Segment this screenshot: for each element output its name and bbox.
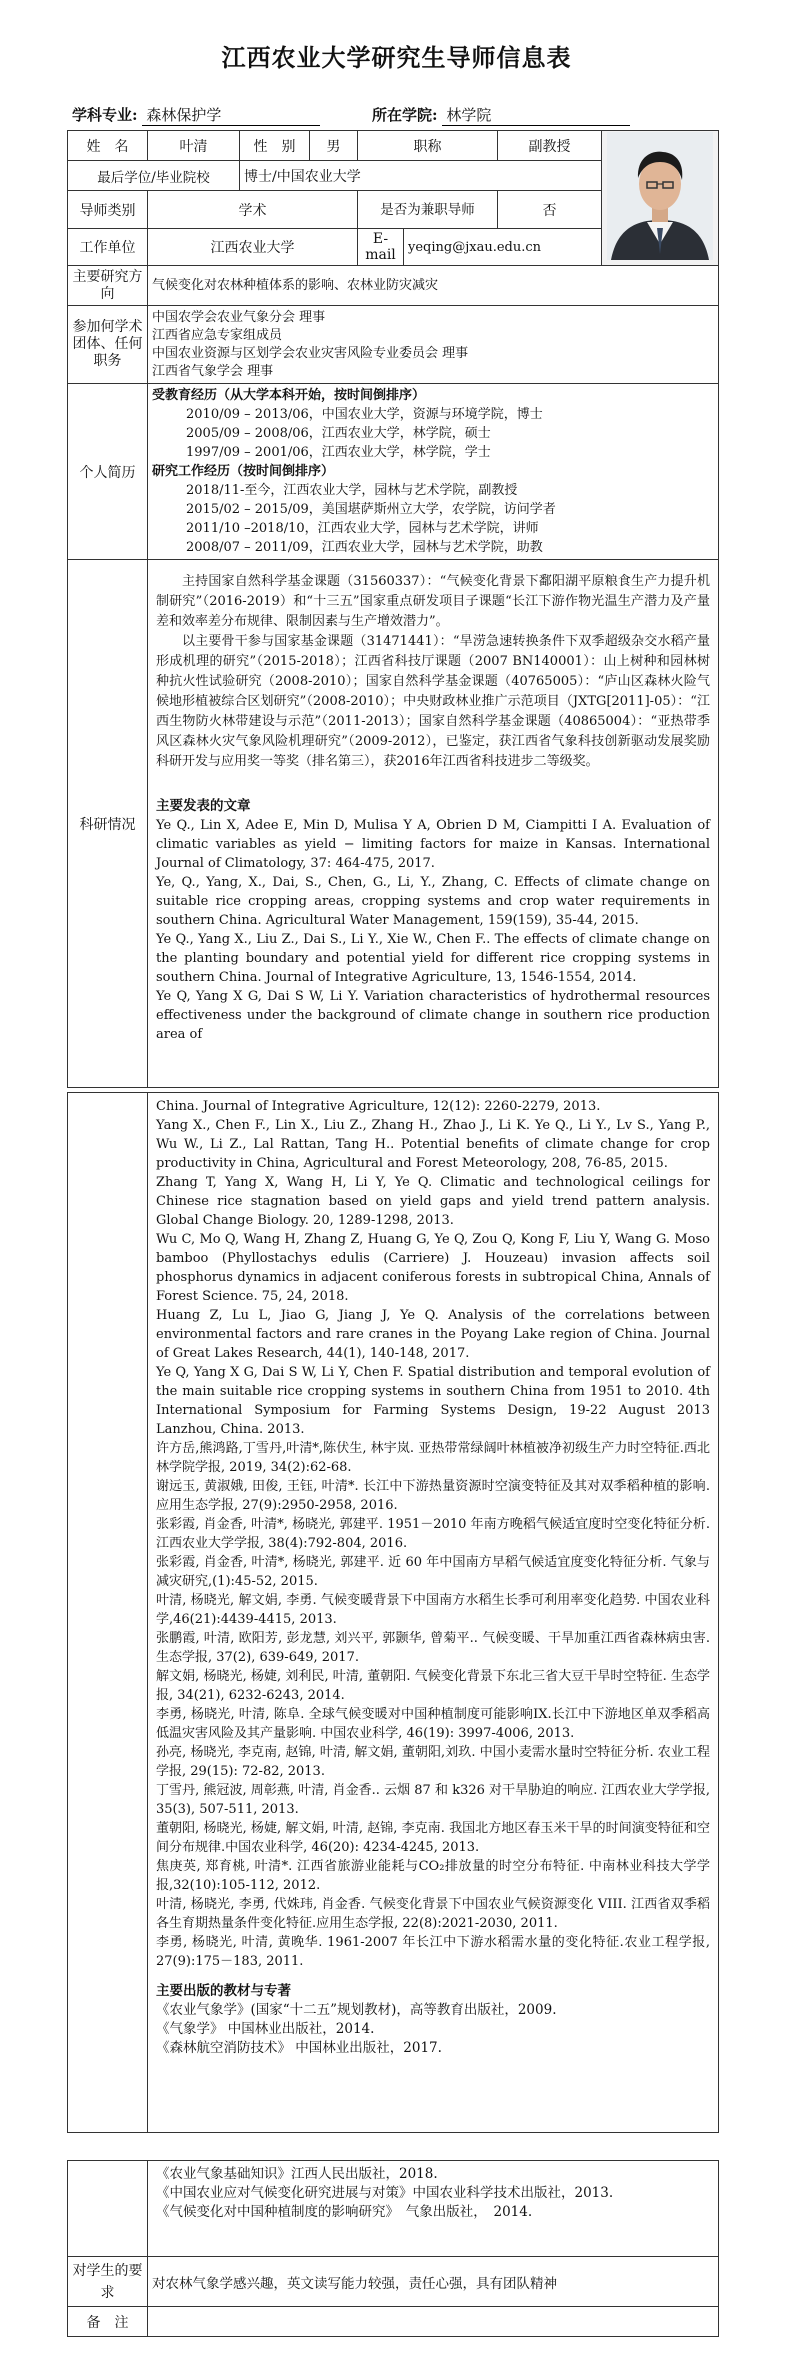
- book-entry: 《气候变化对中国种植制度的影响研究》 气象出版社， 2014.: [156, 2204, 533, 2220]
- job-title-value: 副教授: [498, 131, 602, 161]
- work-history-item: 2018/11-至今，江西农业大学，园林与艺术学院，副教授: [186, 483, 518, 498]
- research-paragraph: 以主要骨干参与国家基金课题（31471441）：“旱涝急速转换条件下双季超级杂交水稻产量形成机理的研究”（2015-2018）；江西省科技厅课题（2007 BN140001）：山上树种和园林树种抗火性试验研究（2008-2010）；国家自然科学基金课题（40765005）：“庐山区森林火险气候地形植被综合区划研究”（2008-2010）；中央财政林业推广示范项目（JXTG[2011]-05）：“江西生物防火林带建设与示范”（2011-2013）；国家自然科学基金课题（40865004）：“亚热带季风区森林火灾气象风险机理研究”（2009-2012），已鉴定，获江西省气象科技创新驱动发展奖励科研开发与应用奖一等奖（排名第三），获2016年江西省科技进步二等级奖。: [156, 634, 710, 769]
- paper-entry: 李勇, 杨晓光, 叶清, 黄晚华. 1961-2007 年长江中下游水稻需水量的变化特征.农业工程学报, 27(9):175－183, 2011.: [156, 1935, 710, 1969]
- paper-entry: 解文娟, 杨晓光, 杨婕, 刘利民, 叶清, 董朝阳. 气候变化背景下东北三省大豆干旱时空特征. 生态学报, 34(21), 6232-6243, 2014.: [156, 1669, 710, 1703]
- books-continued: [148, 2161, 719, 2257]
- paper-entry: 叶清, 杨晓光, 李勇, 代姝玮, 肖金香. 气候变化背景下中国农业气候资源变化 VIII. 江西省双季稻各生育期热量条件变化特征.应用生态学报, 22(8):2021-2030, 2011.: [156, 1897, 710, 1931]
- photo-cell: [602, 131, 719, 266]
- book-entry: 《中国农业应对气候变化研究进展与对策》中国农业科学技术出版社，2013.: [156, 2185, 614, 2201]
- paper-entry: 孙亮, 杨晓光, 李克南, 赵锦, 叶清, 解文娟, 董朝阳,刘玖. 中国小麦需水量时空特征分析. 农业工程学报, 29(15): 72-82, 2013.: [156, 1745, 710, 1779]
- page-title: 江西农业大学研究生导师信息表: [221, 43, 572, 72]
- name-label: 姓 名: [68, 131, 148, 161]
- gender-label: 性 别: [240, 131, 310, 161]
- book-entry: 《气象学》 中国林业出版社，2014.: [156, 2021, 375, 2037]
- email-label: E-mail: [358, 229, 404, 266]
- society-label: 参加何学术团体、任何职务: [68, 306, 148, 384]
- book-entry: 《农业气象学》(国家“十二五”规划教材)，高等教育出版社，2009.: [156, 2002, 557, 2018]
- job-title-label: 职称: [358, 131, 498, 161]
- society-item: 江西省气象学会 理事: [152, 363, 274, 379]
- student-requirements-value: 对农林气象学感兴趣，英文读写能力较强，责任心强，具有团队精神: [148, 2257, 719, 2307]
- paper-entry: Zhang T, Yang X, Wang H, Li Y, Ye Q. Climatic and technological ceilings for Chinese rice stagnation based on yield gaps and yield trend pattern analysis. Global Change Biology. 20, 1289-1298, 2013.: [156, 1175, 710, 1228]
- paper-entry: 张彩霞, 肖金香, 叶清*, 杨晓光, 郭建平. 1951－2010 年南方晚稻气候适宜度时空变化特征分析. 江西农业大学学报, 38(4):792-804, 2016.: [156, 1517, 710, 1551]
- paper-entry: 叶清, 杨晓光, 解文娟, 李勇. 气候变暖背景下中国南方水稻生长季可利用率变化趋势. 中国农业科学,46(21):4439-4415, 2013.: [156, 1593, 710, 1627]
- book-entry: 《森林航空消防技术》 中国林业出版社，2017.: [156, 2040, 442, 2056]
- education-history-item: 2010/09 – 2013/06，中国农业大学，资源与环境学院，博士: [186, 407, 543, 422]
- society-item: 中国农学会农业气象分会 理事: [152, 309, 326, 325]
- discipline-field: [72, 104, 320, 126]
- person-portrait-icon: [607, 132, 713, 260]
- paper-entry: 李勇, 杨晓光, 叶清, 陈阜. 全球气候变暖对中国种植制度可能影响IX.长江中下游地区单双季稻高低温灾害风险及其产量影响. 中国农业科学, 46(19): 3997-4006, 2013.: [156, 1707, 710, 1741]
- society-item: 江西省应急专家组成员: [152, 327, 283, 343]
- research-label: 科研情况: [68, 560, 148, 1088]
- papers-continued: [148, 1093, 719, 2133]
- student-requirements-label: 对学生的要求: [68, 2257, 148, 2307]
- name-value: 叶清: [148, 131, 240, 161]
- supervisor-type-value: 学术: [148, 191, 358, 229]
- gender-value: 男: [310, 131, 358, 161]
- college-label: 所在学院:: [372, 106, 438, 124]
- paper-entry: Ye Q, Yang X G, Dai S W, Li Y. Variation characteristics of hydrothermal resources effectiveness under the background of climate change in southern rice production area of: [156, 989, 710, 1042]
- remarks-label: 备 注: [68, 2307, 148, 2337]
- resume-label: 个人简历: [68, 384, 148, 560]
- education-value: 博士/中国农业大学: [240, 161, 602, 191]
- paper-entry: 许方岳,熊鸿路,丁雪丹,叶清*,陈伏生, 林宇岚. 亚热带常绿阔叶林植被净初级生产力时空特征.西北林学院学报, 2019, 34(2):62-68.: [156, 1441, 710, 1475]
- info-table-part3: [67, 2160, 719, 2337]
- info-table-part2: [67, 1092, 719, 2133]
- research-direction-label: 主要研究方向: [68, 266, 148, 306]
- paper-entry: Huang Z, Lu L, Jiao G, Jiang J, Ye Q. Analysis of the correlations between environmental factors and rare cranes in the Poyang Lake region of China. Journal of Great Lakes Research, 44(1), 140-148, 2017.: [156, 1308, 710, 1361]
- work-history-item: 2008/07 – 2011/09，江西农业大学，园林与艺术学院，助教: [186, 540, 543, 555]
- college-field: [372, 104, 630, 126]
- books-heading: 主要出版的教材与专著: [156, 1983, 291, 1999]
- work-history-item: 2015/02 – 2015/09，美国堪萨斯州立大学，农学院，访问学者: [186, 502, 556, 517]
- paper-entry: 董朝阳, 杨晓光, 杨婕, 解文娟, 叶清, 赵锦, 李克南. 我国北方地区春玉米干旱的时间演变特征和空间分布规律.中国农业科学, 46(20): 4234-4245, 2013.: [156, 1821, 710, 1855]
- paper-entry: 丁雪丹, 熊冠波, 周彰燕, 叶清, 肖金香.. 云烟 87 和 k326 对干旱胁迫的响应. 江西农业大学学报, 35(3), 507-511, 2013.: [156, 1783, 710, 1817]
- discipline-value: 森林保护学: [142, 104, 320, 126]
- society-item: 中国农业资源与区划学会农业灾害风险专业委员会 理事: [152, 345, 469, 361]
- society-list: [148, 306, 719, 384]
- email-value[interactable]: yeqing@jxau.edu.cn: [404, 229, 602, 266]
- research-direction-value: 气候变化对农林种植体系的影响、农林业防灾减灾: [148, 266, 719, 306]
- paper-entry: Ye, Q., Yang, X., Dai, S., Chen, G., Li, Y., Zhang, C. Effects of climate change on suitable rice cropping areas, cropping systems and crop water requirements in southern China. Agricultural Water Management, 159(159), 35-44, 2015.: [156, 875, 710, 928]
- paper-entry: Yang X., Chen F., Lin X., Liu Z., Zhang H., Zhao J., Li K. Ye Q., Li Y., Lv S., Yang P., Wu W., Li Z., Lal Rattan, Tang H.. Potential benefits of climate change for crop productivity in China, Agricultural and Forest Meteorology, 208, 76-85, 2015.: [156, 1118, 710, 1171]
- work-history-item: 2011/10 –2018/10，江西农业大学，园林与艺术学院，讲师: [186, 521, 539, 536]
- papers-heading: 主要发表的文章: [156, 798, 251, 814]
- books-continued-blank-cell: [68, 2161, 148, 2257]
- paper-entry: 张鹏霞, 叶清, 欧阳芳, 彭龙慧, 刘兴平, 郭颢华, 曾菊平.. 气候变暖、干旱加重江西省森林病虫害. 生态学报, 37(2), 639-649, 2017.: [156, 1631, 710, 1665]
- paper-entry: 谢远玉, 黄淑娥, 田俊, 王钰, 叶清*. 长江中下游热量资源时空演变特征及其对双季稻种植的影响. 应用生态学报, 27(9):2950-2958, 2016.: [156, 1479, 710, 1513]
- research-content: [148, 560, 719, 1088]
- education-history-heading: 受教育经历（从大学本科开始，按时间倒排序）: [152, 388, 426, 403]
- work-unit-label: 工作单位: [68, 229, 148, 266]
- work-history-heading: 研究工作经历（按时间倒排序）: [152, 464, 335, 479]
- paper-entry: 张彩霞, 肖金香, 叶清*, 杨晓光, 郭建平. 近 60 年中国南方早稻气候适宜度变化特征分析. 气象与减灾研究,(1):45-52, 2015.: [156, 1555, 710, 1589]
- education-history-item: 2005/09 – 2008/06，江西农业大学，林学院，硕士: [186, 426, 491, 441]
- part-time-value: 否: [498, 191, 602, 229]
- education-label: 最后学位/毕业院校: [68, 161, 240, 191]
- continuation-blank-cell: [68, 1093, 148, 2133]
- paper-entry: Wu C, Mo Q, Wang H, Zhang Z, Huang G, Ye Q, Zou Q, Kong F, Liu Y, Wang G. Moso bamboo (Phyllostachys edulis (Carriere) J. Houzeau) invasion affects soil phosphorus dynamics in adjacent coniferous forests in subtropical China, Annals of Forest Science. 75, 24, 2018.: [156, 1232, 710, 1304]
- remarks-value: [148, 2307, 719, 2337]
- paper-entry: Ye Q., Lin X, Adee E, Min D, Mulisa Y A, Obrien D M, Ciampitti I A. Evaluation of climatic variables as yield − limiting factors for maize in Kansas. International Journal of Climatology, 37: 464-475, 2017.: [156, 818, 710, 871]
- college-value: 林学院: [442, 104, 630, 126]
- research-paragraph: 主持国家自然科学基金课题（31560337）：“气候变化背景下鄱阳湖平原粮食生产力提升机制研究”（2016-2019）和“十三五”国家重点研发项目子课题“长江下游作物光温生产潜力及产量差和效率差分布规律、限制因素与生产增效潜力”。: [156, 574, 710, 629]
- discipline-label: 学科专业:: [72, 106, 138, 124]
- paper-entry: China. Journal of Integrative Agriculture, 12(12): 2260-2279, 2013.: [156, 1099, 601, 1114]
- part-time-label: 是否为兼职导师: [358, 191, 498, 229]
- education-history-item: 1997/09 – 2001/06，江西农业大学，林学院，学士: [186, 445, 491, 460]
- book-entry: 《农业气象基础知识》江西人民出版社，2018.: [156, 2166, 438, 2182]
- paper-entry: 焦庚英, 郑育桃, 叶清*. 江西省旅游业能耗与CO₂排放量的时空分布特征. 中南林业科技大学学报,32(10):105-112, 2012.: [156, 1859, 710, 1893]
- info-table-part1: [67, 130, 719, 1088]
- work-unit-value: 江西农业大学: [148, 229, 358, 266]
- paper-entry: Ye Q., Yang X., Liu Z., Dai S., Li Y., Xie W., Chen F.. The effects of climate change on the planting boundary and potential yield for different rice cropping systems in southern China. Journal of Integrative Agriculture, 13, 1546-1554, 2014.: [156, 932, 710, 985]
- resume-content: [148, 384, 719, 560]
- supervisor-type-label: 导师类别: [68, 191, 148, 229]
- paper-entry: Ye Q, Yang X G, Dai S W, Li Y, Chen F. Spatial distribution and temporal evolution of the main suitable rice cropping systems in southern China from 1951 to 2010. 4th International Symposium for Farming Systems Design, 19-22 August 2013 Lanzhou, China. 2013.: [156, 1365, 710, 1437]
